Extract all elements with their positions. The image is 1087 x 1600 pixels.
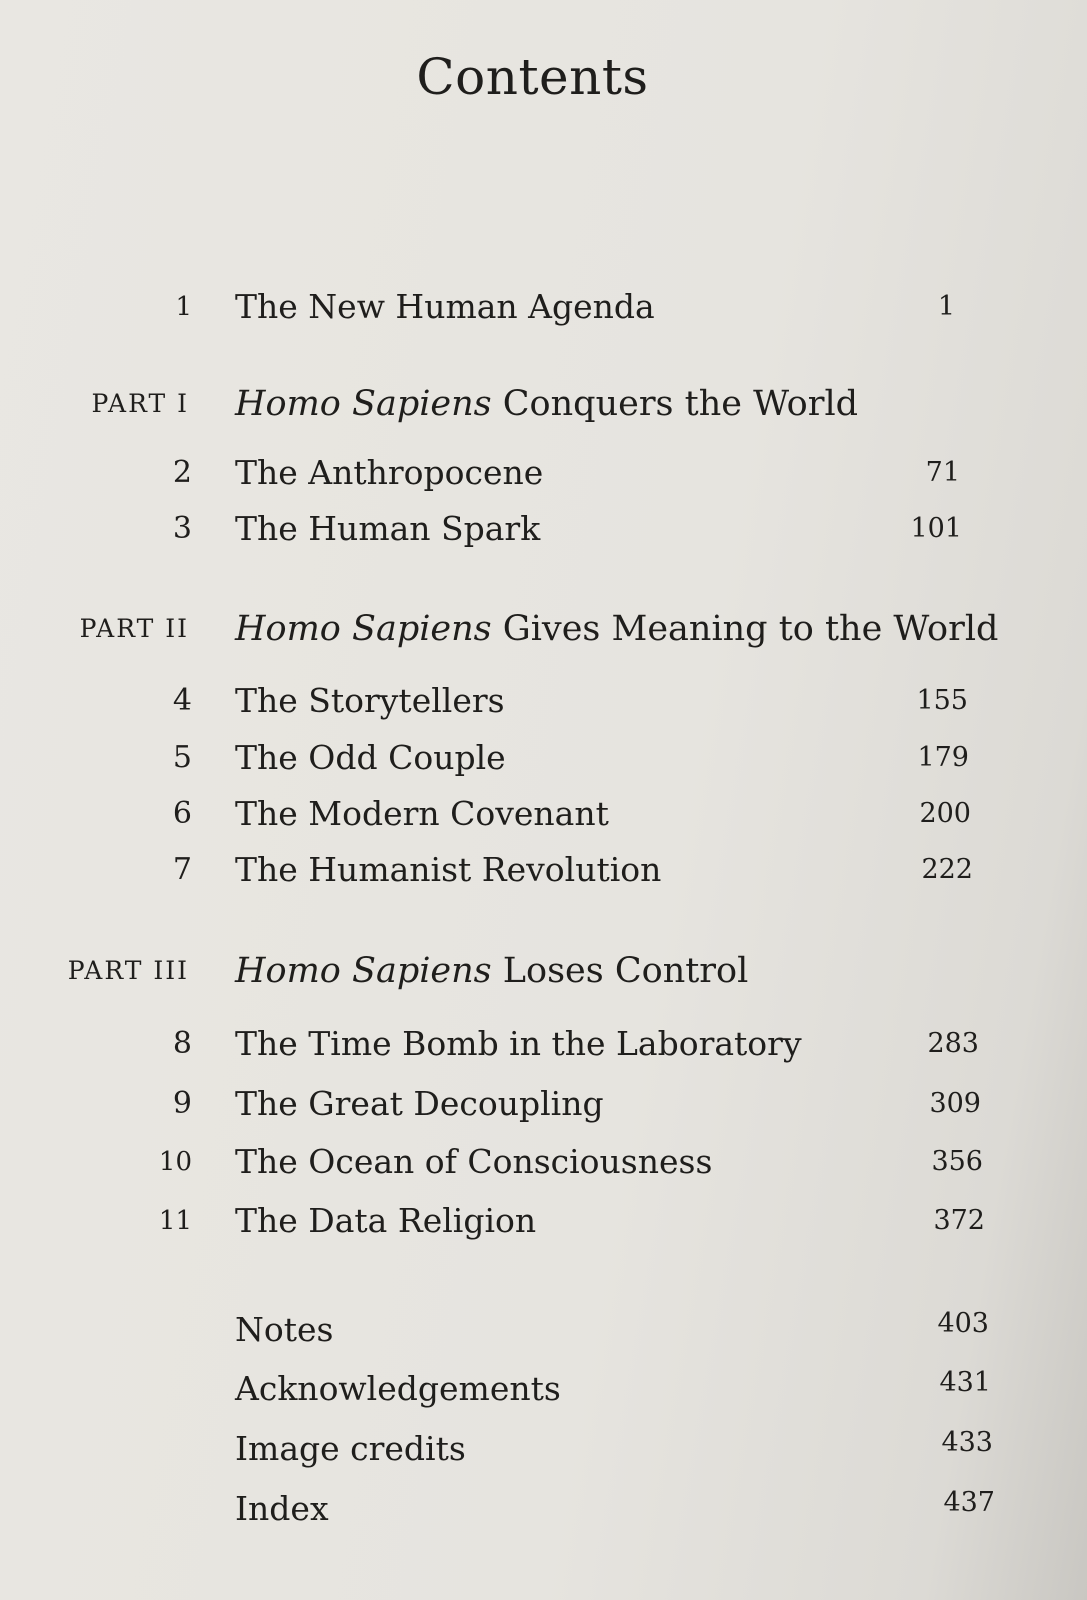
chapter-number: 9 (172, 1086, 192, 1121)
chapter-number: 4 (172, 683, 192, 718)
page-number: 372 (933, 1205, 985, 1236)
page-number: 309 (929, 1088, 981, 1119)
part-title (235, 604, 998, 654)
page-number: 71 (925, 457, 960, 488)
entry-title: Notes (235, 1310, 334, 1349)
chapter-title: The Human Spark (235, 509, 541, 548)
chapter-title: The Modern Covenant (235, 794, 609, 833)
chapter-title: The Storytellers (235, 681, 505, 720)
chapter-number: 6 (172, 796, 192, 831)
entry-title: Acknowledgements (235, 1369, 561, 1408)
part-title-rest: Loses Control (491, 951, 749, 991)
toc-entry[interactable] (0, 504, 1087, 554)
toc-entry[interactable] (0, 789, 1087, 839)
part-title-italic: Homo Sapiens (235, 609, 492, 649)
chapter-title: The Ocean of Consciousness (235, 1142, 713, 1181)
part-title-italic: Homo Sapiens (235, 951, 492, 991)
chapter-title: The Time Bomb in the Laboratory (235, 1024, 802, 1063)
toc-entry-index[interactable] (0, 1484, 1087, 1534)
chapter-title: The Great Decoupling (235, 1084, 604, 1123)
chapter-title: The New Human Agenda (235, 287, 655, 326)
chapter-title: The Data Religion (235, 1201, 537, 1240)
chapter-number: 10 (158, 1147, 192, 1177)
toc-entry[interactable] (0, 1019, 1087, 1069)
part-label: PART III (67, 956, 189, 985)
chapter-number: 7 (172, 852, 192, 887)
page-title: Contents (416, 48, 649, 106)
toc-entry-acknowledgements[interactable] (0, 1364, 1087, 1414)
toc-entry[interactable] (0, 1196, 1087, 1246)
chapter-number: 1 (175, 292, 192, 322)
page-number: 433 (941, 1427, 993, 1458)
page-number: 179 (917, 742, 969, 773)
chapter-title: The Humanist Revolution (235, 850, 662, 889)
toc-entry-image-credits[interactable] (0, 1424, 1087, 1474)
entry-title: Image credits (235, 1429, 466, 1468)
toc-entry-notes[interactable] (0, 1305, 1087, 1355)
toc-entry-intro[interactable] (0, 282, 1087, 332)
chapter-number: 8 (172, 1026, 192, 1061)
page-number: 437 (943, 1487, 995, 1518)
toc-entry[interactable] (0, 1079, 1087, 1129)
chapter-title: The Odd Couple (235, 738, 506, 777)
toc-entry[interactable] (0, 733, 1087, 783)
toc-entry[interactable] (0, 845, 1087, 895)
part-label: PART I (91, 389, 189, 418)
page-number: 200 (919, 798, 971, 829)
page-number: 431 (939, 1367, 991, 1398)
entry-title: Index (235, 1489, 329, 1528)
toc-entry[interactable] (0, 448, 1087, 498)
part-label: PART II (79, 614, 189, 643)
part-heading (0, 379, 1087, 429)
chapter-number: 5 (172, 740, 192, 775)
chapter-number: 11 (158, 1206, 192, 1236)
part-title-rest: Conquers the World (491, 384, 859, 424)
page-number: 155 (916, 685, 968, 716)
page-number: 101 (910, 513, 962, 544)
toc-entry[interactable] (0, 1137, 1087, 1187)
part-heading (0, 604, 1087, 654)
part-title-italic: Homo Sapiens (235, 384, 492, 424)
page-number: 283 (927, 1028, 979, 1059)
page-number: 403 (937, 1308, 989, 1339)
page-number: 1 (937, 291, 955, 322)
toc-entry[interactable] (0, 676, 1087, 726)
chapter-number: 2 (172, 455, 192, 490)
part-title (235, 379, 858, 429)
page-number: 222 (921, 854, 973, 885)
page-number: 356 (931, 1146, 983, 1177)
part-title-rest: Gives Meaning to the World (491, 609, 999, 649)
chapter-title: The Anthropocene (235, 453, 544, 492)
chapter-number: 3 (172, 511, 192, 546)
part-title (235, 946, 748, 996)
part-heading (0, 946, 1087, 996)
